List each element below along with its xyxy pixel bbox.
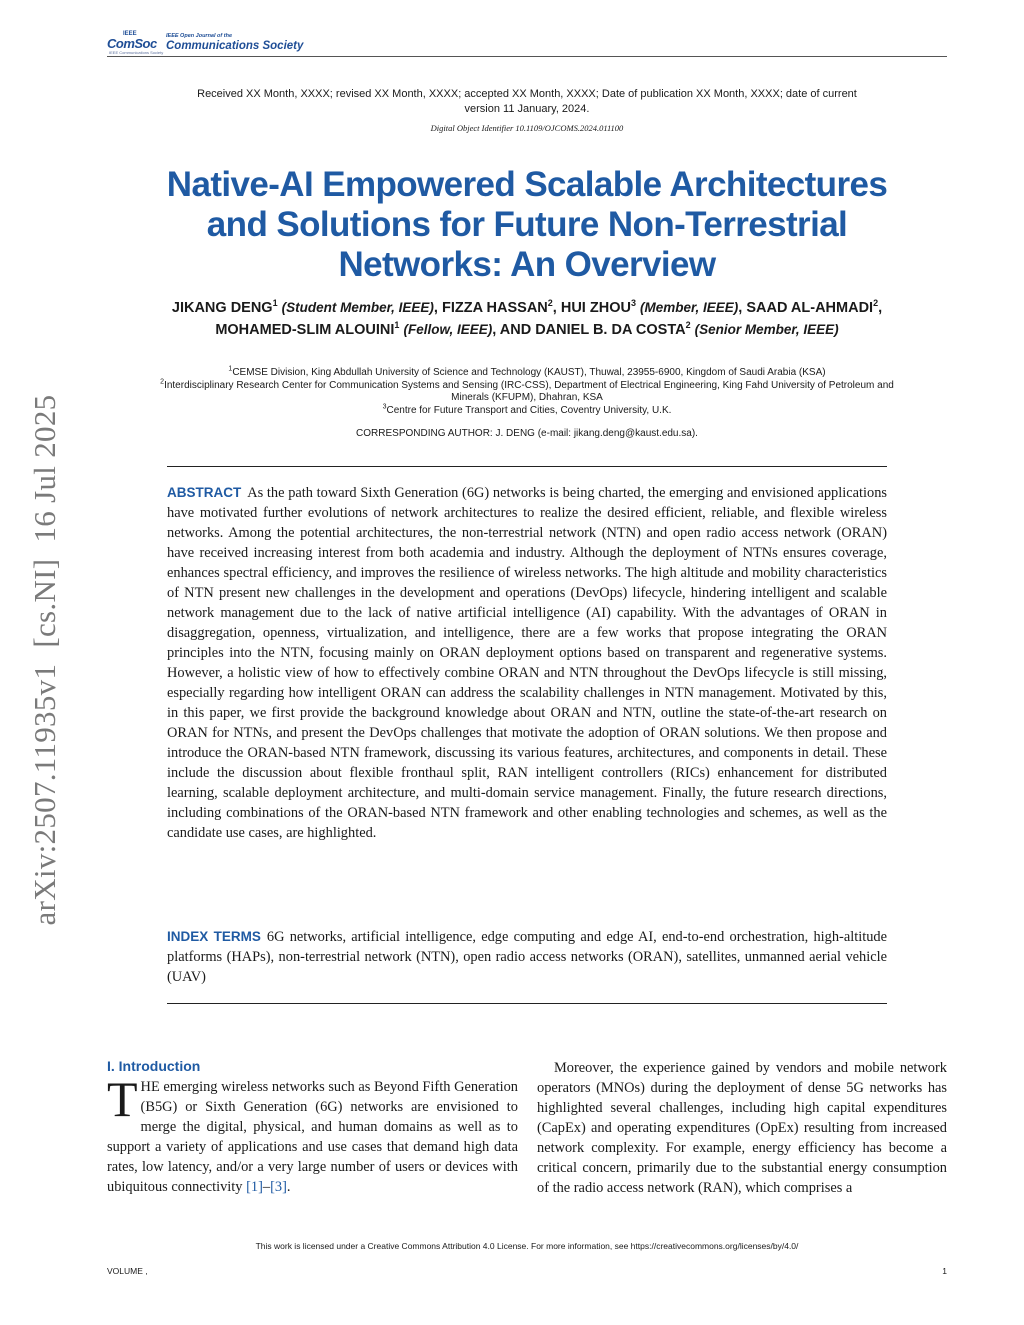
author-sup: 2 xyxy=(547,298,553,309)
license-note: This work is licensed under a Creative Commons Attribution 4.0 License. For more information, see https://creativecommons.org/licenses/by/4.0/ xyxy=(255,1241,799,1251)
abstract-bottom-rule xyxy=(167,1003,887,1004)
affiliation-sup: 1 xyxy=(228,365,233,373)
index-terms-label: INDEX TERMS xyxy=(167,929,261,944)
author-name: HUI ZHOU xyxy=(560,300,631,316)
author-name: FIZZA HASSAN xyxy=(441,300,548,316)
intro-left-text: HE emerging wireless networks such as Beyond Fifth Generation (B5G) or Sixth Generation (6G) networks are envisioned to merge the digital, physical, and human domains as well as to support a variety of applications and use cases that demand high data rates, low latency, and/or a very large number of users or devices with ubiquitous connectivity xyxy=(107,1079,518,1195)
affiliation-3 xyxy=(150,405,904,418)
volume-label: VOLUME , xyxy=(107,1266,148,1276)
affiliation-text: Centre for Future Transport and Cities, Coventry University, U.K. xyxy=(386,404,672,416)
comsoc-logo xyxy=(107,31,304,55)
abstract-top-rule xyxy=(167,466,887,467)
header-rule xyxy=(107,56,947,57)
author-sup: 2 xyxy=(873,298,879,309)
affiliation-1 xyxy=(150,367,904,380)
author-name: JIKANG DENG xyxy=(171,300,273,316)
abstract xyxy=(167,483,887,843)
author-sep: , xyxy=(878,300,883,316)
author-name: SAAD AL-AHMADI xyxy=(746,300,874,316)
arxiv-id: arXiv:2507.11935v1 [cs.NI] 16 Jul 2025 xyxy=(27,394,62,926)
logo-ieee-text: IEEE xyxy=(123,31,137,37)
author-sep: , xyxy=(552,300,561,316)
affiliation-text: Interdisciplinary Research Center for Communication Systems and Sensing (IRC-CSS), Department of Electrical Engineering, King Fahd University of Petroleum and Minerals (KFUPM), Dhahran, KSA xyxy=(164,379,894,404)
drop-cap: T xyxy=(107,1071,138,1127)
author-sep: , xyxy=(433,300,442,316)
doi: Digital Object Identifier 10.1109/OJCOMS.2024.011100 xyxy=(430,123,624,133)
author-role: (Member, IEEE) xyxy=(640,300,739,315)
citation-dash: – xyxy=(262,1179,271,1195)
author-2 xyxy=(442,300,561,316)
index-terms-text: 6G networks, artificial intelligence, edge computing and edge AI, end-to-end orchestration, high-altitude platforms (HAPs), non-terrestrial network (NTN), open radio access networks (ORAN), satellites, unmanned aerial vehicle (UAV) xyxy=(167,929,887,985)
journal-line: IEEE Open Journal of the xyxy=(166,33,233,39)
author-3 xyxy=(561,300,746,316)
author-list xyxy=(150,297,904,341)
affiliation-sup: 3 xyxy=(382,403,387,411)
author-sep: , AND xyxy=(492,322,536,338)
arxiv-sidebar xyxy=(0,300,90,1020)
citation-1[interactable]: [1] xyxy=(246,1179,263,1195)
intro-right-column: Moreover, the experience gained by vendors and mobile network operators (MNOs) during the deployment of dense 5G networks has highlighted several challenges, including high capital expenditures (CapEx) and operating expenditures (OpEx) resulting from increased network complexity. For example, energy efficiency has become a critical concern, primarily due to the substantial energy consumption of the radio access network (RAN), which comprises a xyxy=(537,1060,947,1196)
index-terms xyxy=(167,927,887,987)
affiliation-text: CEMSE Division, King Abdullah University of Science and Technology (KAUST), Thuwal, 23955-6900, Kingdom of Saudi Arabia (KSA) xyxy=(232,367,826,378)
intro-heading: I. Introduction xyxy=(107,1058,201,1074)
corresponding-author: CORRESPONDING AUTHOR: J. DENG (e-mail: jikang.deng@kaust.edu.sa). xyxy=(356,428,698,439)
logo-comsoc-text: ComSoc xyxy=(107,36,157,51)
affiliation-2 xyxy=(150,380,904,405)
author-sep: , xyxy=(738,300,747,316)
author-5 xyxy=(215,322,535,338)
paper-title: Native-AI Empowered Scalable Architectures and Solutions for Future Non-Terrestrial Networks: An Overview xyxy=(166,165,888,284)
intro-left-end: . xyxy=(286,1179,291,1195)
citation-3[interactable]: [3] xyxy=(270,1179,287,1195)
author-1 xyxy=(172,300,442,316)
author-role: (Student Member, IEEE) xyxy=(281,300,434,315)
received-dates: Received XX Month, XXXX; revised XX Month, XXXX; accepted XX Month, XXXX; Date of publication XX Month, XXXX; date of current version 11 January, 2024. xyxy=(197,88,857,115)
author-sup: 3 xyxy=(630,298,636,309)
author-4 xyxy=(746,300,882,316)
author-sup: 2 xyxy=(685,320,691,331)
author-name: MOHAMED-SLIM ALOUINI xyxy=(215,322,395,338)
author-sup: 1 xyxy=(272,298,278,309)
author-name: DANIEL B. DA COSTA xyxy=(535,322,686,338)
author-sup: 1 xyxy=(394,320,400,331)
author-6 xyxy=(535,322,838,338)
abstract-label: ABSTRACT xyxy=(167,485,242,500)
abstract-text: As the path toward Sixth Generation (6G) networks is being charted, the emerging and envisioned applications have motivated further evolutions of network architectures to realize the desired efficient, reliable, and flexible wireless networks. Among the potential architectures, the non-terrestrial network (NTN) and open radio access network (ORAN) have received increasing interest from both academia and industry. Although the deployment of NTNs ensures coverage, enhances spectral efficiency, and improves the resilience of wireless networks. The high altitude and mobility characteristics of NTN present new challenges in the development and operations (DevOps) lifecycle, hindering intelligent and scalable network management due to the lack of native artificial intelligence (AI) capability. With the advantages of ORAN in disaggregation, openness, virtualization, and intelligence, there are a few works that propose integrating the ORAN principles into the NTN, focusing mainly on ORAN deployment options based on transparent and regenerative systems. However, a holistic view of how to effectively combine ORAN and NTN throughout the DevOps lifecycle is still missing, especially regarding how intelligent ORAN can address the scalability challenges in NTN management. Motivated by this, in this paper, we first provide the background knowledge about ORAN and NTN, outline the state-of-the-art research on ORAN for NTNs, and present the DevOps challenges that motivate the adoption of ORAN solutions. We then propose and introduce the ORAN-based NTN framework, discussing its various features, architectures, and components in detail. These include the discussion about flexible fronthaul split, RAN intelligent controllers (RICs) enhancement for distributed learning, scalable deployment architecture, and multi-domain service management. Finally, the future research directions, including combinations of the ORAN-based NTN framework and other enabling technologies and schemes, as well as the candidate use cases, are highlighted. xyxy=(167,485,887,841)
author-role: (Senior Member, IEEE) xyxy=(694,322,839,337)
society-name: Communications Society xyxy=(166,40,304,52)
logo-tagline: IEEE Communications Society xyxy=(109,50,164,55)
page-number: 1 xyxy=(942,1266,947,1276)
affiliations xyxy=(150,367,904,417)
intro-left-column xyxy=(107,1071,518,1197)
affiliation-sup: 2 xyxy=(160,378,165,386)
author-role: (Fellow, IEEE) xyxy=(403,322,493,337)
